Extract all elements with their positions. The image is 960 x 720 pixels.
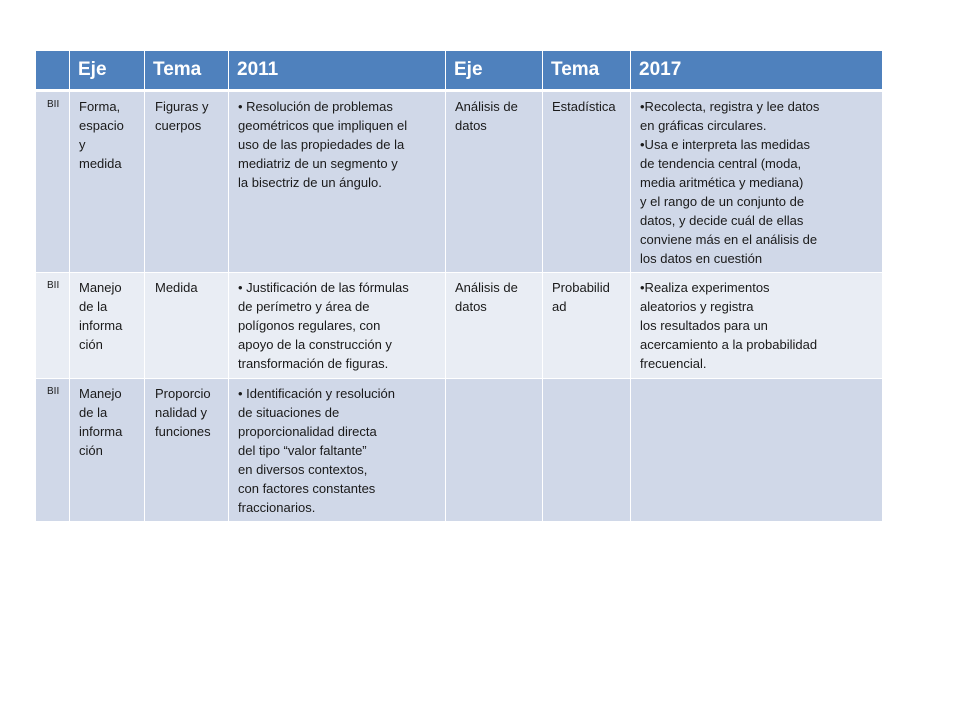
aprendizajes-2017-cell [631,91,883,273]
tema-2011-cell [145,91,229,273]
header-tema-2011: Tema [145,51,229,91]
contenido-2011-text: • Resolución de problemas geométricos que impliquen el uso de las propiedades de la mediatriz de un segmento y la bisectriz de un ángulo. [238,99,408,190]
tema-2017-cell [543,91,631,273]
tema-2011-cell [145,273,229,379]
header-eje-2011: Eje [70,51,145,91]
table-row [36,91,883,273]
eje-2011-cell [70,91,145,273]
eje-2011-text: Forma, espacio y medida [79,99,124,171]
list-item: •Usa e interpreta las medidas de tendencia central (moda, media aritmética y mediana) y el rango de un conjunto de datos, y decide cuál de ellas conviene más en el análisis de los datos en cuestión [640,137,818,266]
contenido-2011-text: • Identificación y resolución de situaciones de proporcionalidad directa del tipo “valor faltante” en diversos contextos, con factores constantes fraccionarios. [238,386,396,515]
tema-2017-text: Probabilid ad [552,280,610,314]
bloque-text: BII [47,99,60,110]
table-row [36,273,883,379]
header-tema-2017: Tema [543,51,631,91]
eje-2017-cell [446,379,543,522]
table-row [36,379,883,522]
tema-2017-cell [543,379,631,522]
aprendizajes-2017-cell [631,273,883,379]
aprendizajes-list [640,278,874,373]
eje-2011-text: Manejo de la informa ción [79,386,123,458]
bloque-text: BII [47,280,60,291]
tema-2011-text: Medida [155,280,198,295]
curriculum-comparison-table [35,50,883,522]
header-contenido-2011: 2011 [229,51,446,91]
header-eje-2017: Eje [446,51,543,91]
aprendizajes-list [640,97,874,268]
tema-2011-cell [145,379,229,522]
bloque-cell [36,91,70,273]
bloque-cell [36,379,70,522]
aprendizajes-2017-cell [631,379,883,522]
list-item: •Realiza experimentos aleatorios y registra los resultados para un acercamiento a la probabilidad frecuencial. [640,280,818,371]
eje-2011-cell [70,379,145,522]
eje-2017-text: Análisis de datos [455,99,518,133]
header-row [36,51,883,91]
contenido-2011-cell [229,273,446,379]
contenido-2011-cell [229,379,446,522]
eje-2017-cell [446,273,543,379]
contenido-2011-text: • Justificación de las fórmulas de perímetro y área de polígonos regulares, con apoyo de la construcción y transformación de figuras. [238,280,409,371]
eje-2017-cell [446,91,543,273]
contenido-2011-cell [229,91,446,273]
bloque-text: BII [47,386,60,397]
tema-2011-text: Figuras y cuerpos [155,99,209,133]
header-bloque [36,51,70,91]
header-aprendizajes-2017: 2017 [631,51,883,91]
tema-2017-cell [543,273,631,379]
bloque-cell [36,273,70,379]
list-item: •Recolecta, registra y lee datos en gráficas circulares. [640,99,820,133]
eje-2017-text: Análisis de datos [455,280,518,314]
eje-2011-text: Manejo de la informa ción [79,280,123,352]
tema-2011-text: Proporcio nalidad y funciones [155,386,211,439]
tema-2017-text: Estadística [552,99,616,114]
eje-2011-cell [70,273,145,379]
